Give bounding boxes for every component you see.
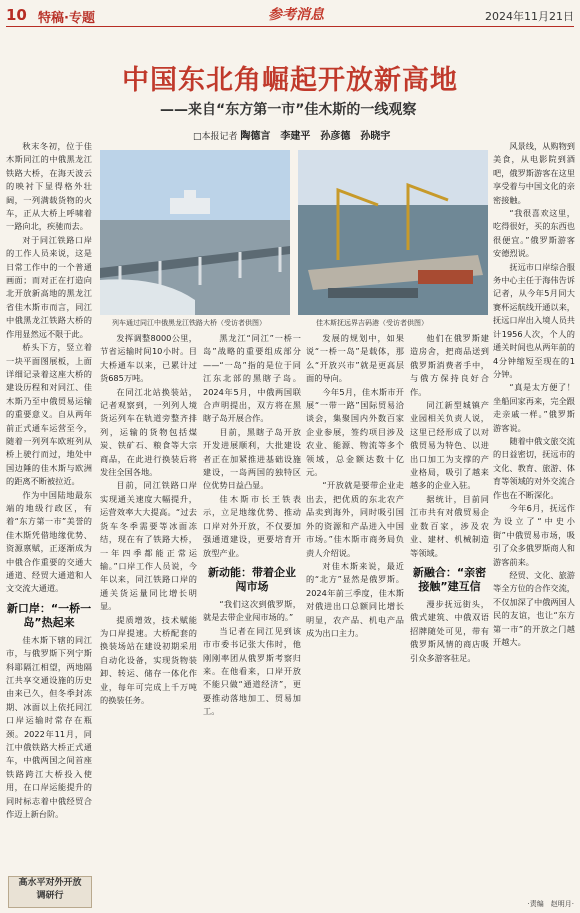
paragraph: 随着中俄文旅交流的日益密切，抚远市的文化、教育、旅游、体育等领域的对外交流合作也在不断深化。 <box>493 435 575 500</box>
headline: 中国东北角崛起开放新高地 <box>122 65 458 96</box>
paragraph: 当记者在同江见到该市市委书记张大伟时，他刚刚率团从俄罗斯考察归来。在他看来，口岸开放不能只做“通道经济”，更要推动落地加工、贸易加工。 <box>203 625 301 717</box>
series-tag-line: 调研行 <box>36 891 64 901</box>
subsection-title: 新动能：带着企业闯市场 <box>208 565 296 593</box>
issue-date: 2024年11月21日 <box>485 10 574 23</box>
column-4 <box>306 332 404 902</box>
paragraph: 同江新型城镇产业园相关负责人说，这里已经形成了以对俄贸易为特色、以进出口加工为支撑的产业格局，吸引了越来越多的企业入驻。 <box>410 400 489 491</box>
column-6 <box>493 140 575 900</box>
photo-caption: 佳木斯抚远界吉码港（受访者供图） <box>316 319 428 327</box>
paragraph: 对于同江铁路口岸的工作人员来说，这是日常工作中的一个普通画面；而对正在打造向北开放新高地的黑龙江省佳木斯市而言，同江中俄黑龙江铁路大桥的作用显然远不限于此。 <box>6 234 92 339</box>
paragraph: 作为中国陆地最东端的地级行政区，有着“东方第一市”美誉的佳木斯凭借地缘优势、资源禀赋，正逐渐成为中俄合作重要的交通大通道、经贸大通道和人文交流大通道。 <box>6 489 92 594</box>
paragraph: 他们在俄罗斯建造房舍，把商品送到俄罗斯消费者手中，与俄方保持良好合作。 <box>410 333 489 397</box>
series-tag <box>8 876 92 908</box>
subsection-title: 新融合：“亲密接触”建互信 <box>412 565 487 593</box>
masthead-logo: 参考消息 <box>268 7 324 23</box>
column-5 <box>410 332 489 902</box>
column-3 <box>203 332 301 902</box>
paragraph: 发展的规划中，如果说“一桥一岛”是载体，那么“开放兴市”就是更高层面的导向。 <box>306 333 404 384</box>
paragraph: 提质增效，技术赋能为口岸提速。大桥配套的换装场站在建设初期采用自动化设备，实现货物装卸、转运、储存一体化作业，每年可完成上千万吨的换装任务。 <box>100 614 197 705</box>
paragraph: “我们这次到俄罗斯，就是去带企业闯市场的。” <box>203 598 301 623</box>
paragraph: 目前，同江铁路口岸实现通关速度大幅提升，运营效率大大提高。“过去货车冬季需要等冰面冻结，现在有了铁路大桥，一年四季都能正常运输。”口岸工作人员说，今年以来，同江铁路口岸的通关货运量同比增长明显。 <box>100 480 197 612</box>
subsection-title: 新口岸：“一桥一岛”热起来 <box>6 601 92 629</box>
paragraph: “真是太方便了！坐船回家再来，完全跟走亲戚一样。”俄罗斯游客说。 <box>493 382 575 433</box>
paragraph: 秋末冬初，位于佳木斯同江的中俄黑龙江铁路大桥，在海天波云的映衬下显得格外壮阔，一列满载货物的火车，正从大桥上呼啸着一路向北，疾驰而去。 <box>6 141 92 232</box>
column-1 <box>6 140 92 880</box>
paragraph: 抚远市口岸综合服务中心主任于海伟告诉记者，从今年5月同大赛杯运航线开通以来，抚远口岸出入境人员共计1956人次，个人的通关时间也从两年前的4分钟缩短至现在的1分钟。 <box>493 261 575 379</box>
paragraph: 黑龙江“同江”一桥一岛”战略的重要组成部分——“一岛”指的是位于同江东北部的黑瞎子岛。2024年5月，中俄两国联合声明提出，双方将在黑瞎子岛开展合作。 <box>203 333 301 424</box>
byline-prefix: □本报记者 <box>193 132 238 142</box>
paragraph: “我很喜欢这里，吃得很好，买的东西也很便宜。”俄罗斯游客安德烈说。 <box>493 208 575 259</box>
paragraph: 佳木斯下辖的同江市，与俄罗斯下列宁斯科耶隔江相望，两地隔江共享交通设施的历史由来已久，但冬季封冻期、冰面以上依托同江口岸运输时常存在瓶颈。2022年11月，同江中俄铁路大桥正式通车，中俄两国之间首座铁路跨江大桥投入使用，在口岸运能提升的同时标志着中俄经贸合作迈上新台阶。 <box>6 634 92 820</box>
series-tag-line: 高水平对外开放 <box>18 878 82 888</box>
editor-credit: ·责编 赵明月· <box>527 900 574 908</box>
page-header <box>6 4 574 27</box>
subheadline: ——来自“东方第一市”佳木斯的一线观察 <box>160 102 417 118</box>
paragraph: 据统计，目前同江市共有对俄贸易企业数百家，涉及农业、建材、机械制造等领域。 <box>410 493 489 558</box>
paragraph: 今年6月，抚远作为设立了“中史小街”中俄贸易市场，吸引了众多俄罗斯商人和游客前来。 <box>493 502 575 567</box>
page-number: 10 <box>6 6 27 24</box>
bridge-photo <box>100 150 290 315</box>
paragraph: 目前，黑瞎子岛开放开发进展顺利，大批建设者正在加紧推进基础设施建设，一岛两国的独特区位优势日益凸显。 <box>203 426 301 491</box>
paragraph: 佳木斯市长王铁表示，立足地缘优势、推动口岸对外开放，不仅要加强通道建设，更要培育开放型产业。 <box>203 493 301 558</box>
reporters: 陶德言 李建平 孙彦德 孙晓宇 <box>240 131 391 142</box>
paragraph: 桥头下方，竖立着一块平面图展板，上面详细记录着这座大桥的建设历程和对同江、佳木斯乃至中俄贸易运输的重要意义。自从两年前正式通车运营至今，随着一列列车欧班列从桥上驶行而过，地处中国边陲的佳木斯与欧洲的距离不断被拉近。 <box>6 342 92 487</box>
column-2 <box>100 332 197 902</box>
paragraph: “开放就是要带企业走出去，把优质的东北农产品卖到海外，同时吸引国外的资源和产品进入中国市场。”佳木斯市商务局负责人介绍说。 <box>306 480 404 558</box>
paragraph: 今年5月，佳木斯市开展“一带一路”国际贸易洽谈会，集聚国内外数百家企业参展，签约项目涉及农业、能源、物流等多个领域，总金额达数十亿元。 <box>306 386 404 478</box>
paragraph: 风景线，从购物到美食，从电影院到酒吧，俄罗斯游客在这里享受着与中国文化的亲密接触。 <box>493 141 575 205</box>
paragraph: 在同江北站换装站，记者观察到，一列列人境货运列车在轨道旁整齐排列，运输的货物包括煤炭、铁矿石、粮食等大宗商品，在此进行换装后将发往全国各地。 <box>100 386 197 478</box>
paragraph: 对佳木斯来说，最近的“北方”显然是俄罗斯。2024年前三季度，佳木斯对俄进出口总额同比增长明显，农产品、机电产品成为出口主力。 <box>306 560 404 638</box>
section-label: 特稿·专题 <box>38 11 95 26</box>
port-photo <box>298 150 488 315</box>
photo-caption: 列车通过同江中俄黑龙江铁路大桥（受访者供图） <box>112 319 266 327</box>
byline <box>193 127 390 142</box>
paragraph: 漫步抚远街头，俄式建筑、中俄双语招牌随处可见，带有俄罗斯风情的商店吸引众多游客驻足。 <box>410 598 489 663</box>
paragraph: 经贸、文化、旅游等全方位的合作交流，不仅加深了中俄两国人民的友谊，也让“东方第一市”的开放之门越开越大。 <box>493 570 575 648</box>
paragraph: 发挥调整8000公里，节省运输时间10小时。目大桥通车以来，已累计过货685万吨。 <box>100 333 197 384</box>
